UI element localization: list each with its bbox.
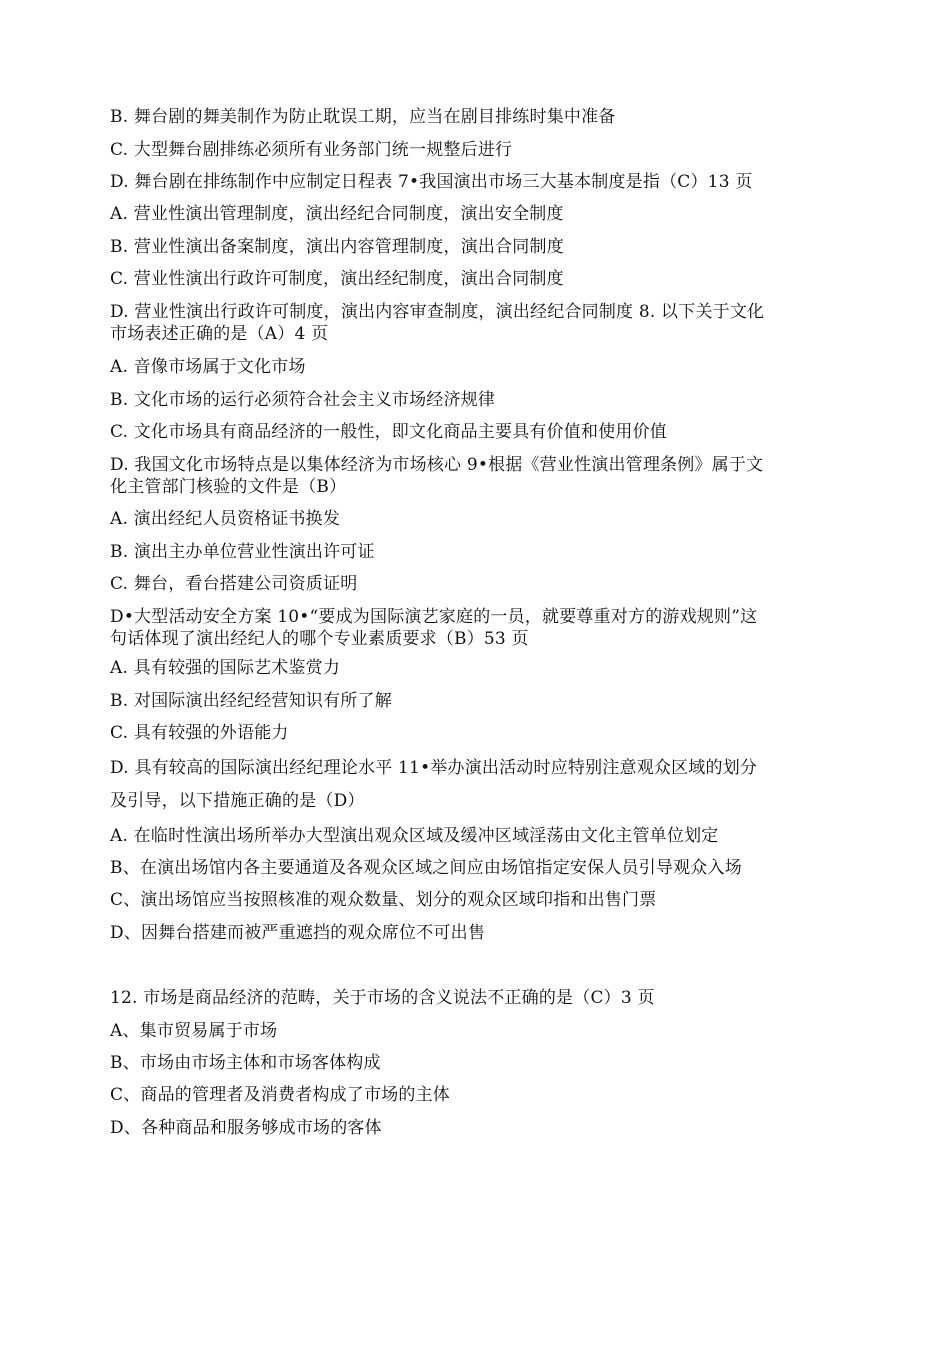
text-line: D、因舞台搭建而被严重遮挡的观众席位不可出售 [110, 923, 486, 943]
text-line: C. 舞台，看台搭建公司资质证明 [110, 574, 358, 594]
text-line: D. 我国文化市场特点是以集体经济为市场核心 9•根据《营业性演出管理条例》属于文 [110, 455, 764, 475]
text-line: C. 大型舞台剧排练必须所有业务部门统一规整后进行 [110, 140, 513, 160]
text-line: B. 对国际演出经纪经营知识有所了解 [110, 691, 392, 711]
text-line: B. 文化市场的运行必须符合社会主义市场经济规律 [110, 390, 496, 410]
text-line: C. 具有较强的外语能力 [110, 723, 289, 743]
text-line: A. 具有较强的国际艺术鉴赏力 [110, 658, 341, 678]
text-line: A. 演出经纪人员资格证书换发 [110, 509, 341, 529]
text-line: D•大型活动安全方案 10•“要成为国际演艺家庭的一员，就要尊重对方的游戏规则”这 [110, 607, 758, 627]
text-line: 及引导，以下措施正确的是（D） [110, 791, 365, 811]
text-line: 句话体现了演出经纪人的哪个专业素质要求（B）53 页 [110, 629, 529, 649]
text-line: A、集市贸易属于市场 [110, 1021, 278, 1041]
text-line: D. 营业性演出行政许可制度，演出内容审查制度，演出经纪合同制度 8. 以下关于文化 [110, 302, 765, 322]
text-line: 化主管部门核验的文件是（B） [110, 477, 347, 497]
text-line: A. 音像市场属于文化市场 [110, 357, 306, 377]
text-line: 市场表述正确的是（A）4 页 [110, 324, 329, 344]
text-line: C、商品的管理者及消费者构成了市场的主体 [110, 1085, 451, 1105]
text-line: B. 营业性演出备案制度，演出内容管理制度，演出合同制度 [110, 237, 564, 257]
text-line: B. 演出主办单位营业性演出许可证 [110, 542, 375, 562]
text-line: B、市场由市场主体和市场客体构成 [110, 1053, 381, 1073]
text-line: D. 具有较高的国际演出经纪理论水平 11•举办演出活动时应特别注意观众区域的划分 [110, 758, 758, 778]
text-line: B、在演出场馆内各主要通道及各观众区域之间应由场馆指定安保人员引导观众入场 [110, 858, 742, 878]
text-line: A. 营业性演出管理制度，演出经纪合同制度，演出安全制度 [110, 204, 564, 224]
text-line: D. 舞台剧在排练制作中应制定日程表 7•我国演出市场三大基本制度是指（C）13 页 [110, 172, 753, 192]
text-line: B. 舞台剧的舞美制作为防止耽误工期，应当在剧目排练时集中准备 [110, 107, 616, 127]
text-line: C. 文化市场具有商品经济的一般性，即文化商品主要具有价值和使用价值 [110, 422, 668, 442]
text-line: C、演出场馆应当按照核准的观众数量、划分的观众区域印指和出售门票 [110, 890, 657, 910]
text-line: D、各种商品和服务够成市场的客体 [110, 1118, 382, 1138]
text-line: A. 在临时性演出场所举办大型演出观众区域及缓冲区域淫荡由文化主管单位划定 [110, 826, 719, 846]
text-line: C. 营业性演出行政许可制度，演出经纪制度，演出合同制度 [110, 269, 564, 289]
text-line: 12. 市场是商品经济的范畴，关于市场的含义说法不正确的是（C）3 页 [110, 988, 655, 1008]
